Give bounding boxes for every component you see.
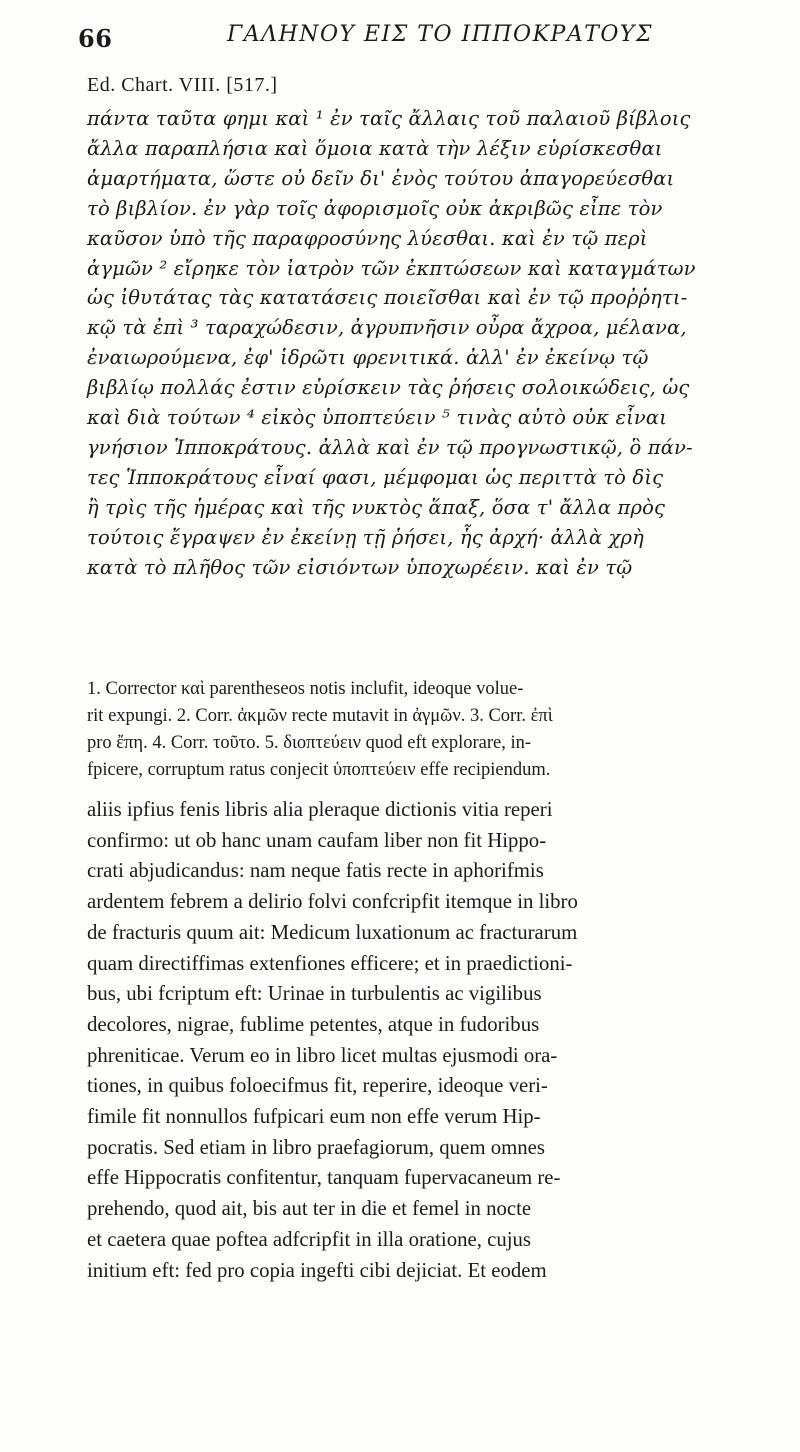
note-line: pro ἔπη. 4. Corr. τοῦτο. 5. διοπτεύειν quod eft explorare, in- xyxy=(87,733,532,753)
latin-line: crati abjudicandus: nam neque fatis recte in aphorifmis xyxy=(87,859,544,883)
latin-line: phreniticae. Verum eo in libro licet multas ejusmodi ora- xyxy=(87,1043,558,1067)
latin-line: et caetera quae poftea adfcripfit in illa oratione, cujus xyxy=(87,1227,532,1251)
latin-line: initium eft: fed pro copia ingefti cibi dejiciat. Et eodem xyxy=(87,1258,547,1282)
greek-line: πάντα ταῦτα φημι καὶ ¹ ἐν ταῖς ἄλλαις τοῦ παλαιοῦ βίβλοις xyxy=(87,107,691,130)
greek-line: κατὰ τὸ πλῆθος τῶν εἰσιόντων ὑποχωρέειν. καὶ ἐν τῷ xyxy=(87,555,633,579)
latin-line: prehendo, quod ait, bis aut ter in die et femel in nocte xyxy=(87,1197,532,1221)
note-line: 1. Corrector καὶ parentheseos notis inclufit, ideoque volue- xyxy=(87,679,524,699)
edition-reference: Ed. Chart. VIII. [517.] xyxy=(87,74,278,96)
greek-line: ἀγμῶν ² εἴρηκε τὸν ἰατρὸν τῶν ἐκπτώσεων καὶ καταγμάτων xyxy=(87,256,696,280)
greek-line: τούτοις ἔγραψεν ἐν ἐκείνῃ τῇ ῥήσει, ἧς ἀρχή· ἀλλὰ χρὴ xyxy=(87,525,644,549)
running-title: ΓΑΛΗΝΟΥ ΕΙΣ ΤΟ ΙΠΠΟΚΡΑΤΟΥΣ xyxy=(226,22,654,47)
latin-line: effe Hippocratis confitentur, tanquam fupervacaneum re- xyxy=(87,1166,561,1190)
latin-line: confirmo: ut ob hanc unam caufam liber non fit Hippo- xyxy=(87,828,547,852)
latin-line: pocratis. Sed etiam in libro praefagiorum, quem omnes xyxy=(87,1135,545,1159)
note-line: rit expungi. 2. Corr. ἀκμῶν recte mutavit in ἀγμῶν. 3. Corr. ἐπὶ xyxy=(87,706,553,726)
greek-line: ἢ τρὶς τῆς ἡμέρας καὶ τῆς νυκτὸς ἅπαξ, ὅσα τ' ἄλλα πρὸς xyxy=(87,495,666,519)
greek-text xyxy=(87,104,727,583)
latin-line: quam directiffimas extenfiones efficere; et in praedictioni- xyxy=(87,951,573,975)
page-number: 66 xyxy=(78,24,113,53)
latin-line: de fracturis quum ait: Medicum luxationum ac fracturarum xyxy=(87,920,578,944)
greek-line: γνήσιον Ἱπποκράτους. ἀλλὰ καὶ ἐν τῷ προγνωστικῷ, ὃ πάν- xyxy=(87,435,693,459)
latin-line: decolores, nigrae, fublime petentes, atque in fudoribus xyxy=(87,1012,540,1036)
greek-line: τες Ἱπποκράτους εἶναί φασι, μέμφομαι ὡς περιττὰ τὸ δὶς xyxy=(87,465,664,489)
greek-line: ὡς ἰθυτάτας τὰς κατατάσεις ποιεῖσθαι καὶ ἐν τῷ προῤῥητι- xyxy=(87,286,688,310)
latin-line: aliis ipfius fenis libris alia pleraque dictionis vitia reperi xyxy=(87,798,553,821)
latin-line: tiones, in quibus foloecifmus fit, reperire, ideoque veri- xyxy=(87,1074,548,1098)
greek-line: τὸ βιβλίον. ἐν γὰρ τοῖς ἀφορισμοῖς οὐκ ἀκριβῶς εἶπε τὸν xyxy=(87,196,663,220)
greek-line: ἁμαρτήματα, ὥστε οὐ δεῖν δι' ἑνὸς τούτου ἀπαγορεύεσθαι xyxy=(87,166,675,190)
greek-line: ἄλλα παραπλήσια καὶ ὅμοια κατὰ τὴν λέξιν εὑρίσκεσθαι xyxy=(87,136,663,160)
greek-line: βιβλίῳ πολλάς ἐστιν εὑρίσκειν τὰς ῥήσεις σολοικώδεις, ὡς xyxy=(87,376,690,400)
note-line: fpicere, corruptum ratus conjecit ὑποπτεύειν effe recipiendum. xyxy=(87,760,551,780)
latin-line: fimile fit nonnullos fufpicari eum non effe verum Hip- xyxy=(87,1105,541,1129)
latin-line: ardentem febrem a delirio folvi confcripfit itemque in libro xyxy=(87,890,578,914)
greek-line: κῷ τὰ ἐπὶ ³ ταραχώδεσιν, ἀγρυπνῆσιν οὖρα ἄχροα, μέλανα, xyxy=(87,316,687,340)
critical-notes xyxy=(87,676,727,784)
greek-line: καὶ διὰ τούτων ⁴ εἰκὸς ὑποπτεύειν ⁵ τινὰς αὐτὸ οὐκ εἶναι xyxy=(87,406,668,430)
page-header xyxy=(70,14,750,66)
greek-line: ἐναιωρούμενα, ἐφ' ἱδρῶτι φρενιτικά. ἀλλ' ἐν ἐκείνῳ τῷ xyxy=(87,346,649,370)
greek-line: καῦσον ὑπὸ τῆς παραφροσύνης λύεσθαι. καὶ ἐν τῷ περὶ xyxy=(87,226,648,250)
latin-line: bus, ubi fcriptum eft: Urinae in turbulentis ac vigilibus xyxy=(87,982,542,1006)
latin-text xyxy=(87,795,727,1286)
